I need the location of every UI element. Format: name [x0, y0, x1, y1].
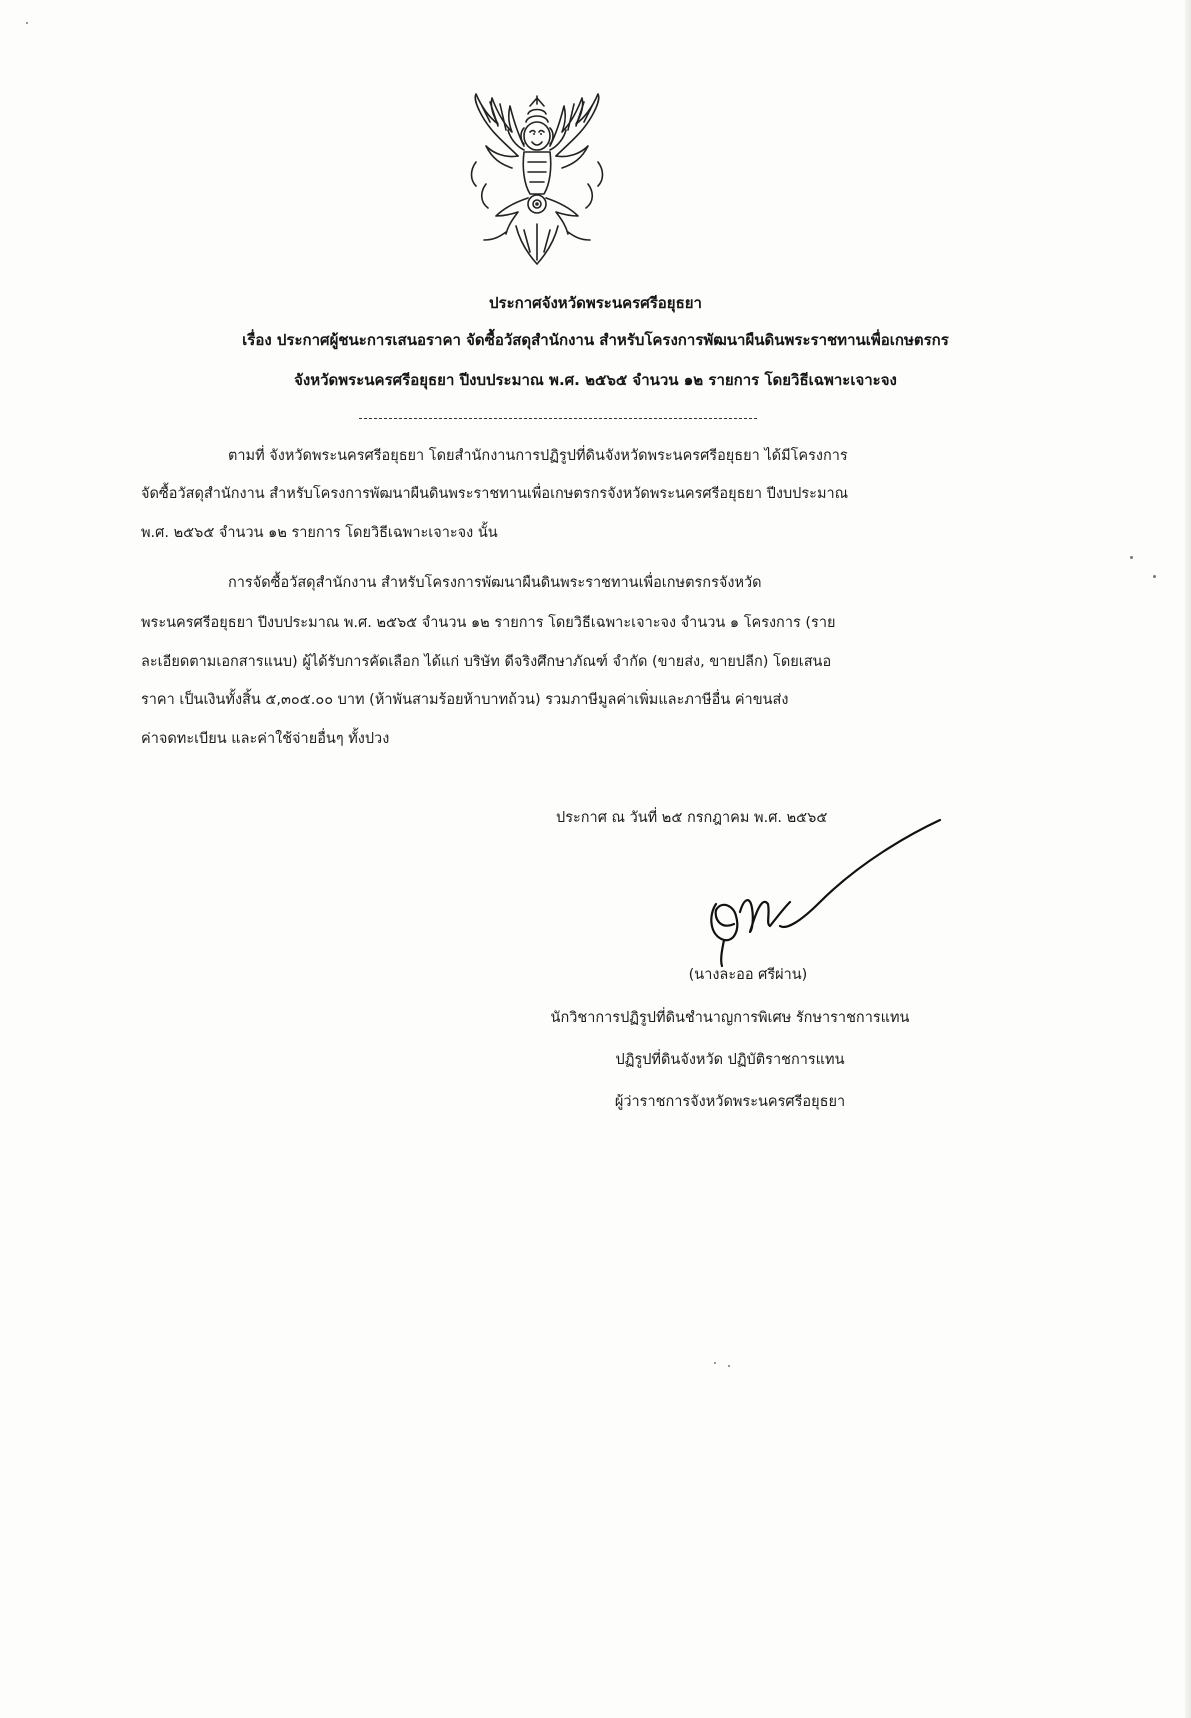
- dashed-divider: [359, 418, 757, 419]
- paragraph-2-line-5: ค่าจดทะเบียน และค่าใช้จ่ายอื่นๆ ทั้งปวง: [141, 731, 390, 747]
- announcement-heading: ประกาศจังหวัดพระนครศรีอยุธยา: [489, 294, 702, 312]
- signer-position-line-3: ผู้ว่าราชการจังหวัดพระนครศรีอยุธยา: [614, 1094, 846, 1110]
- announcement-date: ประกาศ ณ วันที่ ๒๕ กรกฎาคม พ.ศ. ๒๕๖๕: [556, 810, 828, 826]
- paragraph-2-line-4: ราคา เป็นเงินทั้งสิ้น ๕,๓๐๕.๐๐ บาท (ห้าพันสามร้อยห้าบาทถ้วน) รวมภาษีมูลค่าเพิ่มและภาษีอื่น ค่าขนส่ง: [141, 692, 789, 708]
- signer-position-line-2: ปฏิรูปที่ดินจังหวัด ปฏิบัติราชการแทน: [615, 1052, 845, 1068]
- paragraph-1-line-1: ตามที่ จังหวัดพระนครศรีอยุธยา โดยสำนักงานการปฏิรูปที่ดินจังหวัดพระนครศรีอยุธยา ได้มีโครงการ: [228, 448, 848, 464]
- scan-speck: [26, 22, 28, 24]
- announcement-subject: เรื่อง ประกาศผู้ชนะการเสนอราคา จัดซื้อวัสดุสำนักงาน สำหรับโครงการพัฒนาผืนดินพระราชทานเพื่อเกษตรกร: [242, 331, 949, 349]
- scan-speck: [728, 1365, 730, 1367]
- announcement-subject-continued: จังหวัดพระนครศรีอยุธยา ปีงบประมาณ พ.ศ. ๒๕๖๕ จำนวน ๑๒ รายการ โดยวิธีเฉพาะเจาะจง: [294, 371, 897, 389]
- paragraph-1-line-3: พ.ศ. ๒๕๖๕ จำนวน ๑๒ รายการ โดยวิธีเฉพาะเจาะจง นั้น: [141, 525, 498, 541]
- paragraph-2-line-2: พระนครศรีอยุธยา ปีงบประมาณ พ.ศ. ๒๕๖๕ จำนวน ๑๒ รายการ โดยวิธีเฉพาะเจาะจง จำนวน ๑ โครงการ (ราย: [141, 615, 836, 631]
- paragraph-2-line-1: การจัดซื้อวัสดุสำนักงาน สำหรับโครงการพัฒนาผืนดินพระราชทานเพื่อเกษตรกรจังหวัด: [228, 575, 762, 591]
- scan-speck: [714, 1362, 716, 1364]
- signer-name: (นางละออ ศรีผ่าน): [688, 967, 808, 983]
- garuda-emblem-icon: [446, 92, 628, 268]
- paragraph-1-line-2: จัดซื้อวัสดุสำนักงาน สำหรับโครงการพัฒนาผืนดินพระราชทานเพื่อเกษตรกรจังหวัดพระนครศรีอยุธยา ปีงบประมาณ: [141, 486, 849, 502]
- paragraph-2-line-3: ละเอียดตามเอกสารแนบ) ผู้ได้รับการคัดเลือก ได้แก่ บริษัท ดีจริงศึกษาภัณฑ์ จำกัด (ขายส่ง, ขายปลีก) โดยเสนอ: [141, 654, 832, 670]
- signer-position-line-1: นักวิชาการปฏิรูปที่ดินชำนาญการพิเศษ รักษาราชการแทน: [550, 1010, 910, 1026]
- scan-speck: [1130, 556, 1133, 559]
- page-edge-shadow: [1185, 0, 1191, 1718]
- handwritten-signature-icon: [700, 812, 950, 972]
- scan-speck: [1153, 575, 1156, 578]
